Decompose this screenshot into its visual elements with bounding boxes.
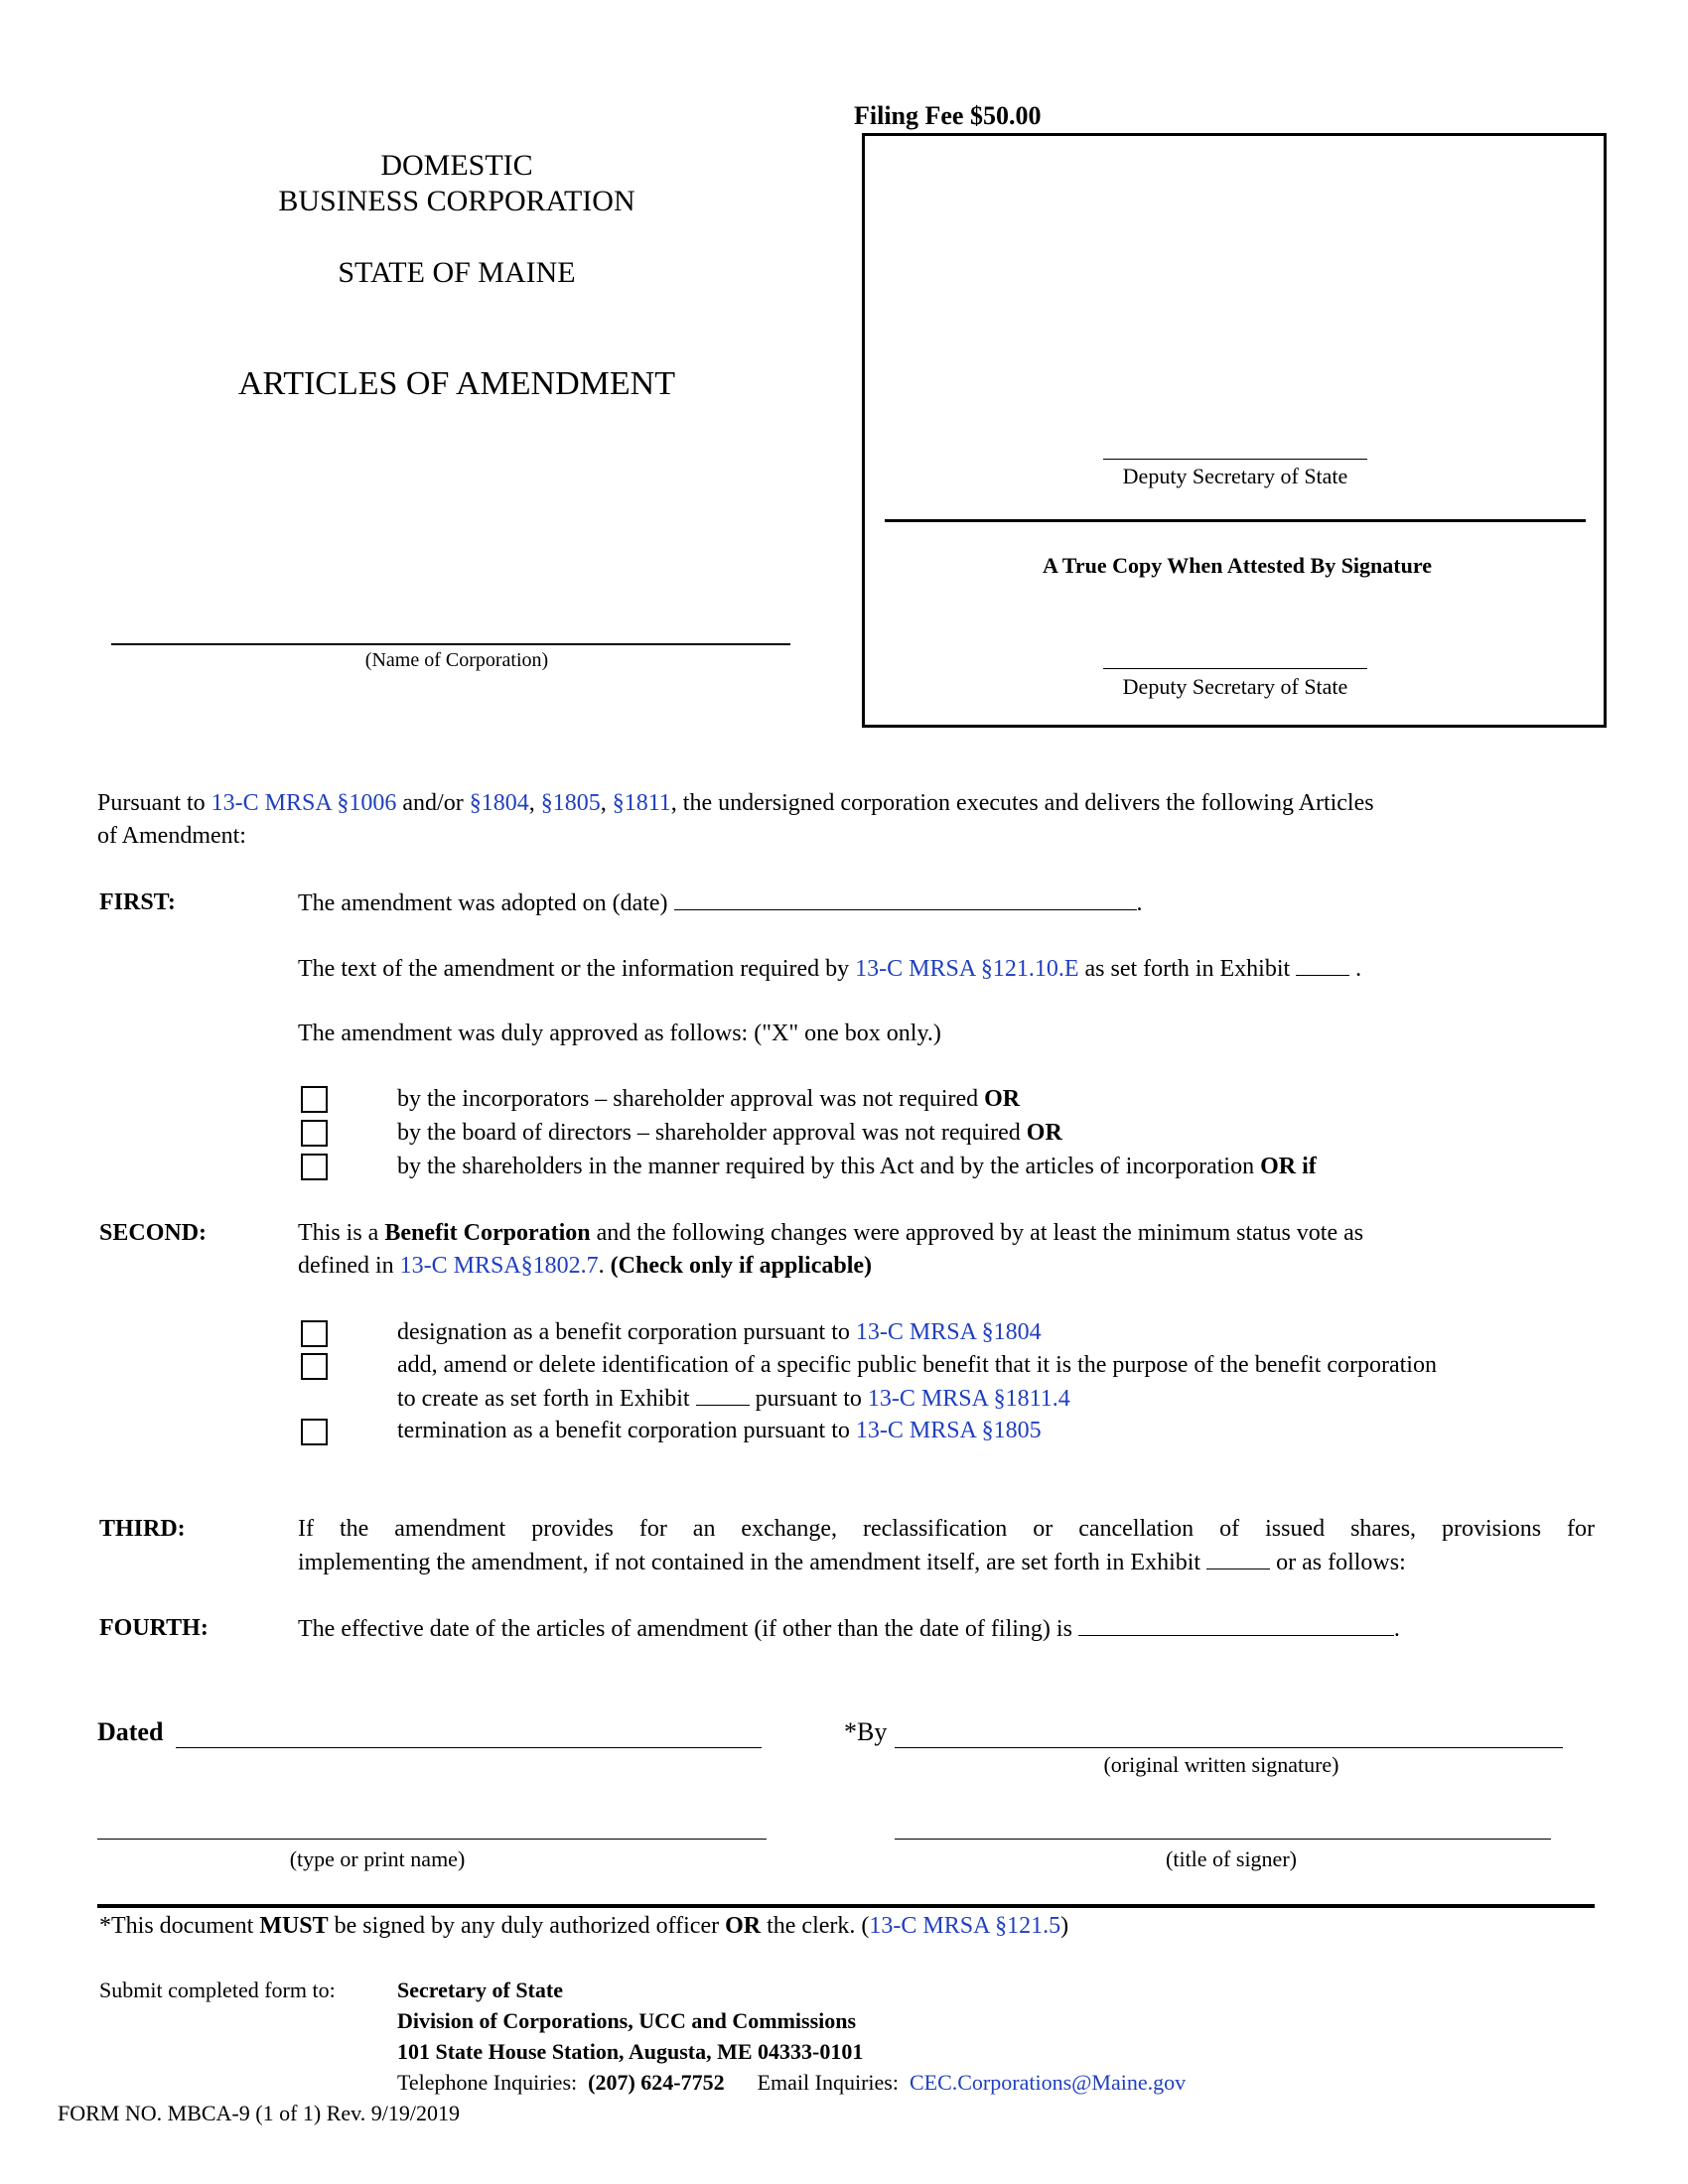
- filing-divider: [885, 519, 1586, 522]
- fourth-text: The effective date of the articles of amendment (if other than the date of filing) is: [298, 1616, 1072, 1642]
- first-adopted-period: .: [1136, 890, 1143, 916]
- third-line-2: [298, 1549, 1406, 1576]
- filing-fee: Filing Fee $50.00: [854, 101, 1042, 130]
- telephone-label: Telephone Inquiries:: [397, 2070, 578, 2095]
- checkbox-shareholders[interactable]: [301, 1154, 328, 1180]
- submit-label: Submit completed form to:: [99, 1978, 336, 2002]
- intro-comma-1: ,: [528, 790, 541, 816]
- deputy-signature-line-1: [1103, 459, 1367, 460]
- intro-suffix: , the undersigned corporation executes and delivers the following Articles: [670, 790, 1374, 816]
- option-shareholders-or-if: OR if: [1260, 1154, 1317, 1179]
- option-incorporators: [397, 1086, 1020, 1113]
- second-benefit-corporation: Benefit Corporation: [384, 1220, 591, 1246]
- second-l2-mid: .: [598, 1253, 611, 1279]
- link-1811[interactable]: §1811: [612, 790, 671, 816]
- link-1805[interactable]: §1805: [540, 790, 601, 816]
- title-of-signer-field[interactable]: [895, 1839, 1551, 1840]
- second-check-note: (Check only if applicable): [610, 1253, 873, 1279]
- note-must: MUST: [259, 1913, 329, 1939]
- by-label: *By: [844, 1717, 888, 1746]
- option-board-or: OR: [1026, 1120, 1062, 1146]
- second-l1-prefix: This is a: [298, 1220, 385, 1246]
- option-designation-text: designation as a benefit corporation pursuant to: [397, 1319, 856, 1345]
- first-text-row: [298, 955, 1361, 983]
- second-l2-prefix: defined in: [298, 1253, 400, 1279]
- third-label: THIRD:: [99, 1516, 186, 1542]
- note-prefix: *This document: [99, 1913, 260, 1939]
- checkbox-public-benefit[interactable]: [301, 1353, 328, 1380]
- page-title: ARTICLES OF AMENDMENT: [238, 365, 675, 402]
- fourth-label: FOURTH:: [99, 1615, 209, 1641]
- print-name-field[interactable]: [97, 1839, 767, 1840]
- email-label: Email Inquiries:: [757, 2070, 899, 2095]
- dated-label: Dated: [97, 1717, 164, 1746]
- intro-comma-2: ,: [600, 790, 613, 816]
- link-13c-1006[interactable]: 13-C MRSA §1006: [211, 790, 397, 816]
- link-121-10-e[interactable]: 13-C MRSA §121.10.E: [855, 956, 1079, 982]
- deputy-caption-2: Deputy Secretary of State: [1122, 674, 1348, 699]
- first-label: FIRST:: [99, 889, 176, 915]
- exhibit-field-3[interactable]: [1206, 1549, 1270, 1570]
- telephone-number: (207) 624-7752: [588, 2070, 725, 2095]
- option-incorporators-or: OR: [984, 1086, 1021, 1112]
- corporation-name-caption: (Name of Corporation): [364, 649, 549, 671]
- signature-caption: (original written signature): [1103, 1752, 1339, 1777]
- option-designation: [397, 1319, 1042, 1346]
- deputy-signature-line-2: [1103, 668, 1367, 669]
- third-line-1: If the amendment provides for an exchange, reclassification or cancellation of issued shares, provisions for: [298, 1516, 1595, 1542]
- heading-state: STATE OF MAINE: [338, 256, 576, 289]
- heading-business-corporation: BUSINESS CORPORATION: [278, 185, 635, 217]
- heading-domestic: DOMESTIC: [380, 149, 533, 182]
- title-of-signer-caption: (title of signer): [1166, 1846, 1297, 1871]
- deputy-caption-1: Deputy Secretary of State: [1122, 464, 1348, 488]
- link-121-5[interactable]: 13-C MRSA §121.5: [869, 1913, 1061, 1939]
- option-termination: [397, 1418, 1042, 1444]
- intro-paragraph: [97, 790, 1607, 817]
- checkbox-board-of-directors[interactable]: [301, 1120, 328, 1147]
- third-line-2-text: implementing the amendment, if not contained in the amendment itself, are set forth in Exhibit: [298, 1550, 1201, 1575]
- submit-secretary: Secretary of State: [397, 1978, 563, 2002]
- note-close: ): [1060, 1913, 1069, 1939]
- corporation-name-line[interactable]: [111, 643, 790, 645]
- exhibit-field-2[interactable]: [696, 1385, 750, 1406]
- first-text-end: .: [1349, 956, 1362, 982]
- link-1805-b[interactable]: 13-C MRSA §1805: [855, 1418, 1042, 1443]
- option-board-text: by the board of directors – shareholder approval was not required: [397, 1120, 1027, 1146]
- option-public-benefit-text-b: pursuant to: [749, 1386, 868, 1412]
- filing-box: [862, 133, 1607, 728]
- intro-prefix: Pursuant to: [97, 790, 211, 816]
- option-public-benefit-line-1: add, amend or delete identification of a specific public benefit that it is the purpose of the benefit corporation: [397, 1352, 1437, 1378]
- signature-field[interactable]: [895, 1747, 1563, 1748]
- link-1811-4[interactable]: 13-C MRSA §1811.4: [867, 1386, 1070, 1412]
- link-1804[interactable]: §1804: [469, 790, 529, 816]
- fourth-row: [298, 1615, 1400, 1643]
- true-copy-label: A True Copy When Attested By Signature: [1043, 553, 1432, 578]
- checkbox-termination[interactable]: [301, 1419, 328, 1445]
- first-text-suffix: as set forth in Exhibit: [1078, 956, 1291, 982]
- link-1804-b[interactable]: 13-C MRSA §1804: [855, 1319, 1042, 1345]
- second-l1-suffix: and the following changes were approved by at least the minimum status vote as: [590, 1220, 1364, 1246]
- form-number: FORM NO. MBCA-9 (1 of 1) Rev. 9/19/2019: [58, 2101, 460, 2125]
- first-adopted-text: The amendment was adopted on (date): [298, 890, 668, 916]
- second-line-1: [298, 1220, 1363, 1247]
- option-incorporators-text: by the incorporators – shareholder approval was not required: [397, 1086, 985, 1112]
- print-name-caption: (type or print name): [289, 1846, 466, 1871]
- note-suffix: the clerk. (: [761, 1913, 870, 1939]
- first-text-prefix: The text of the amendment or the information required by: [298, 956, 856, 982]
- option-board-of-directors: [397, 1120, 1062, 1147]
- note-or: OR: [725, 1913, 762, 1939]
- intro-mid: and/or: [396, 790, 470, 816]
- email-link[interactable]: CEC.Corporations@Maine.gov: [909, 2070, 1187, 2095]
- option-termination-text: termination as a benefit corporation pursuant to: [397, 1418, 856, 1443]
- checkbox-designation[interactable]: [301, 1320, 328, 1347]
- option-shareholders-text: by the shareholders in the manner required by this Act and by the articles of incorporation: [397, 1154, 1261, 1179]
- signing-note: [99, 1913, 1068, 1940]
- third-line-2-suffix: or as follows:: [1270, 1550, 1406, 1575]
- link-1802-7[interactable]: 13-C MRSA§1802.7: [399, 1253, 599, 1279]
- submit-division: Division of Corporations, UCC and Commissions: [397, 2008, 857, 2033]
- intro-line-2: of Amendment:: [97, 823, 246, 849]
- exhibit-field-1[interactable]: [1296, 955, 1349, 976]
- submit-contacts: [397, 2070, 1186, 2096]
- note-mid: be signed by any duly authorized officer: [328, 1913, 726, 1939]
- submit-address: 101 State House Station, Augusta, ME 04333-0101: [397, 2039, 864, 2064]
- effective-date-field[interactable]: [1078, 1615, 1394, 1636]
- first-adopted-row: [298, 889, 1143, 917]
- option-shareholders: [397, 1154, 1317, 1180]
- option-public-benefit-text-a: to create as set forth in Exhibit: [397, 1386, 696, 1412]
- checkbox-incorporators[interactable]: [301, 1086, 328, 1113]
- dated-field[interactable]: [176, 1747, 762, 1748]
- adoption-date-field[interactable]: [674, 889, 1137, 910]
- fourth-period: .: [1393, 1616, 1400, 1642]
- signature-divider: [97, 1904, 1595, 1908]
- option-public-benefit-line-2: [397, 1385, 1070, 1413]
- second-line-2: [298, 1253, 872, 1280]
- first-approved-text: The amendment was duly approved as follows: ("X" one box only.): [298, 1021, 941, 1046]
- second-label: SECOND:: [99, 1220, 208, 1246]
